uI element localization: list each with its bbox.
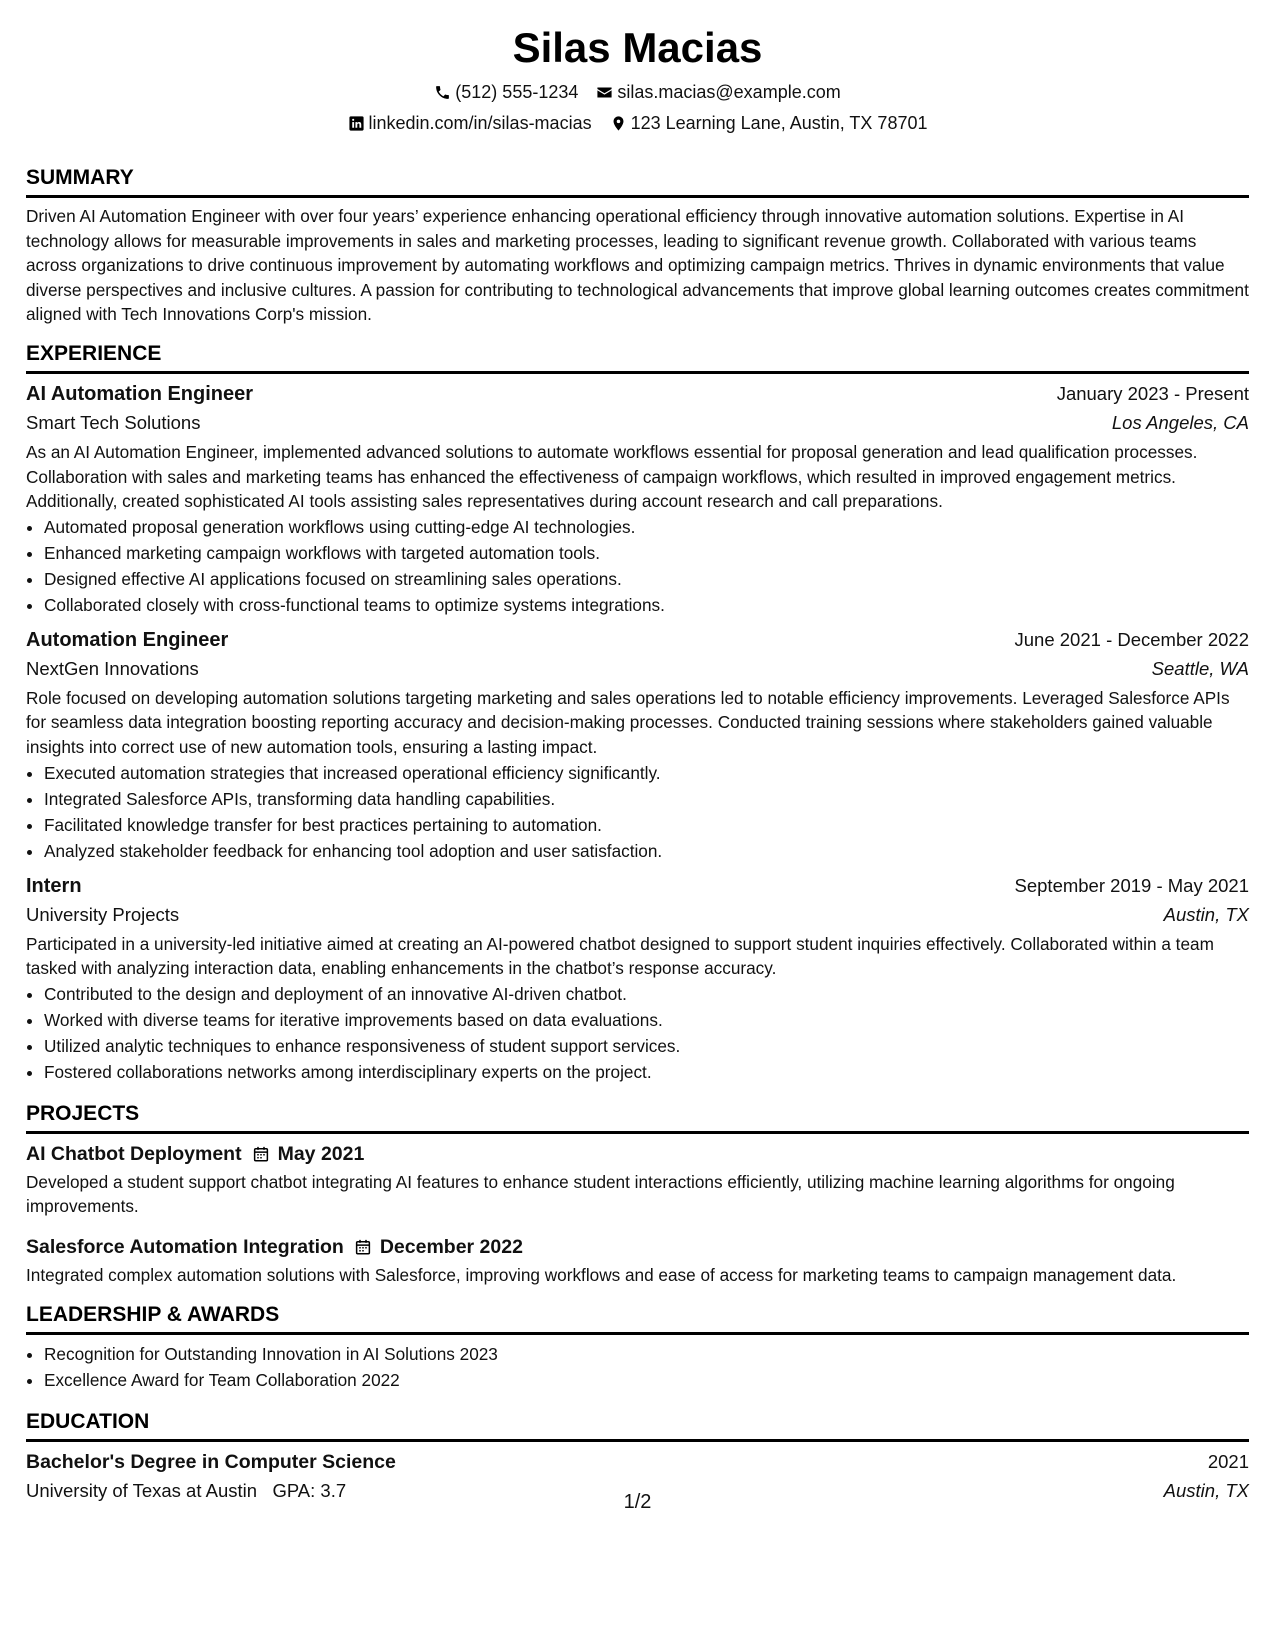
job-location: Austin, TX [1163, 903, 1249, 925]
list-item: • Designed effective AI applications focused on streamlining sales operations. [44, 566, 1249, 592]
street-address: 123 Learning Lane, Austin, TX 78701 [630, 113, 928, 133]
job-title: AI Automation Engineer [26, 382, 254, 405]
project-entry [26, 1233, 1249, 1288]
list-item: • Contributed to the design and deployment of an innovative AI-driven chatbot. [44, 981, 1249, 1007]
envelope-icon [596, 84, 613, 101]
project-description: Integrated complex automation solutions with Salesforce, improving workflows and ease of access for marketing teams to campaign management data. [26, 1264, 1177, 1285]
calendar-icon [354, 1238, 372, 1256]
job-dates: June 2021 - December 2022 [1014, 628, 1249, 650]
list-item: • Recognition for Outstanding Innovation in AI Solutions 2023 [44, 1341, 1249, 1367]
summary-section [26, 165, 1249, 327]
experience-section [26, 341, 1249, 1085]
list-item: • Automated proposal generation workflows using cutting-edge AI technologies. [44, 514, 1249, 540]
company-name: University Projects [26, 903, 180, 925]
summary-heading: SUMMARY [26, 165, 1249, 198]
list-item: • Collaborated closely with cross-functional teams to optimize systems integrations. [44, 592, 1249, 618]
job-dates: January 2023 - Present [1056, 382, 1249, 404]
list-item: • Facilitated knowledge transfer for best practices pertaining to automation. [44, 812, 1249, 838]
address-contact [610, 111, 928, 135]
job-location: Los Angeles, CA [1111, 411, 1249, 433]
email-address[interactable]: silas.macias@example.com [617, 82, 841, 102]
job-bullets [26, 760, 1249, 864]
school-name: University of Texas at Austin [26, 1479, 258, 1501]
map-pin-icon [610, 115, 627, 132]
list-item: • Worked with diverse teams for iterative improvements based on data evaluations. [44, 1007, 1249, 1033]
awards-heading: LEADERSHIP & AWARDS [26, 1302, 1249, 1335]
email-contact[interactable] [596, 80, 840, 104]
list-item: • Utilized analytic techniques to enhance responsiveness of student support services. [44, 1033, 1249, 1059]
summary-text: Driven AI Automation Engineer with over four years’ experience enhancing operational efficiency through innovative automation solutions. Expertise in AI technology allows for measurable improvements in sales and marketing processes, leading to significant revenue growth. Collaborated with various teams across organizations to drive continuous improvement by automating workflows and optimizing campaign metrics. Thrives in dynamic environments that value diverse perspectives and inclusive cultures. A passion for contributing to technological advancements that improve global learning outcomes creates commitment aligned with Tech Innovations Corp's mission. [26, 206, 1249, 325]
list-item: • Enhanced marketing campaign workflows with targeted automation tools. [44, 540, 1249, 566]
list-item: • Excellence Award for Team Collaboration 2022 [44, 1367, 1249, 1393]
job-description: Participated in a university-led initiative aimed at creating an AI-powered chatbot designed to support student inquiries effectively. Collaborated within a team tasked with analyzing interaction data, enabling enhancements in the chatbot’s response accuracy. [26, 933, 1214, 979]
education-heading: EDUCATION [26, 1409, 1249, 1442]
gpa: GPA: 3.7 [272, 1479, 347, 1501]
job-bullets [26, 981, 1249, 1085]
list-item: • Executed automation strategies that increased operational efficiency significantly. [44, 760, 1249, 786]
degree-name: Bachelor's Degree in Computer Science [26, 1450, 396, 1473]
job-description: Role focused on developing automation solutions targeting marketing and sales operations led to notable efficiency improvements. Leveraged Salesforce APIs for seamless data integration boosting reporting accuracy and decision-making processes. Conducted training sessions where stakeholders gained valuable insights into correct use of new automation tools, ensuring a lasting impact. [26, 687, 1230, 757]
job-bullets [26, 514, 1249, 618]
page-number: 1/2 [623, 1491, 652, 1513]
company-name: Smart Tech Solutions [26, 411, 201, 433]
job-description: As an AI Automation Engineer, implemented advanced solutions to automate workflows essential for proposal generation and lead qualification processes. Collaboration with sales and marketing teams has enhanced the effectiveness of campaign workflows, which resulted in improved engagement metrics. Additionally, created sophisticated AI tools assisting sales representatives during account research and call preparations. [26, 441, 1198, 512]
project-name: AI Chatbot Deployment [26, 1142, 242, 1165]
project-date: May 2021 [277, 1142, 365, 1165]
graduation-year: 2021 [1207, 1450, 1249, 1472]
phone-number: (512) 555-1234 [455, 82, 579, 102]
projects-section [26, 1101, 1249, 1288]
phone-contact [434, 80, 578, 104]
experience-heading: EXPERIENCE [26, 341, 1249, 374]
awards-list [26, 1341, 1249, 1393]
job-dates: September 2019 - May 2021 [1014, 874, 1249, 896]
project-name: Salesforce Automation Integration [26, 1235, 344, 1258]
project-description: Developed a student support chatbot integrating AI features to enhance student interactions efficiently, utilizing machine learning algorithms for ongoing improvements. [26, 1171, 1175, 1217]
awards-section [26, 1302, 1249, 1393]
list-item: • Integrated Salesforce APIs, transforming data handling capabilities. [44, 786, 1249, 812]
calendar-icon [252, 1145, 270, 1163]
linkedin-contact[interactable] [348, 111, 592, 135]
list-item: • Fostered collaborations networks among interdisciplinary experts on the project. [44, 1059, 1249, 1085]
project-entry [26, 1140, 1249, 1219]
job-entry [26, 626, 1249, 864]
company-name: NextGen Innovations [26, 657, 199, 679]
list-item: • Analyzed stakeholder feedback for enhancing tool adoption and user satisfaction. [44, 838, 1249, 864]
job-title: Intern [26, 874, 82, 897]
candidate-name: Silas Macias [512, 24, 763, 71]
projects-heading: PROJECTS [26, 1101, 1249, 1134]
job-entry [26, 872, 1249, 1085]
job-entry [26, 380, 1249, 618]
resume-page [26, 0, 1249, 1506]
phone-icon [434, 84, 451, 101]
project-date: December 2022 [379, 1235, 523, 1258]
job-location: Seattle, WA [1151, 657, 1249, 679]
school-location: Austin, TX [1163, 1479, 1249, 1501]
contact-row-1 [26, 80, 1249, 104]
linkedin-icon [348, 115, 365, 132]
linkedin-url[interactable]: linkedin.com/in/silas-macias [368, 113, 592, 133]
contact-row-2 [26, 111, 1249, 135]
job-title: Automation Engineer [26, 628, 229, 651]
